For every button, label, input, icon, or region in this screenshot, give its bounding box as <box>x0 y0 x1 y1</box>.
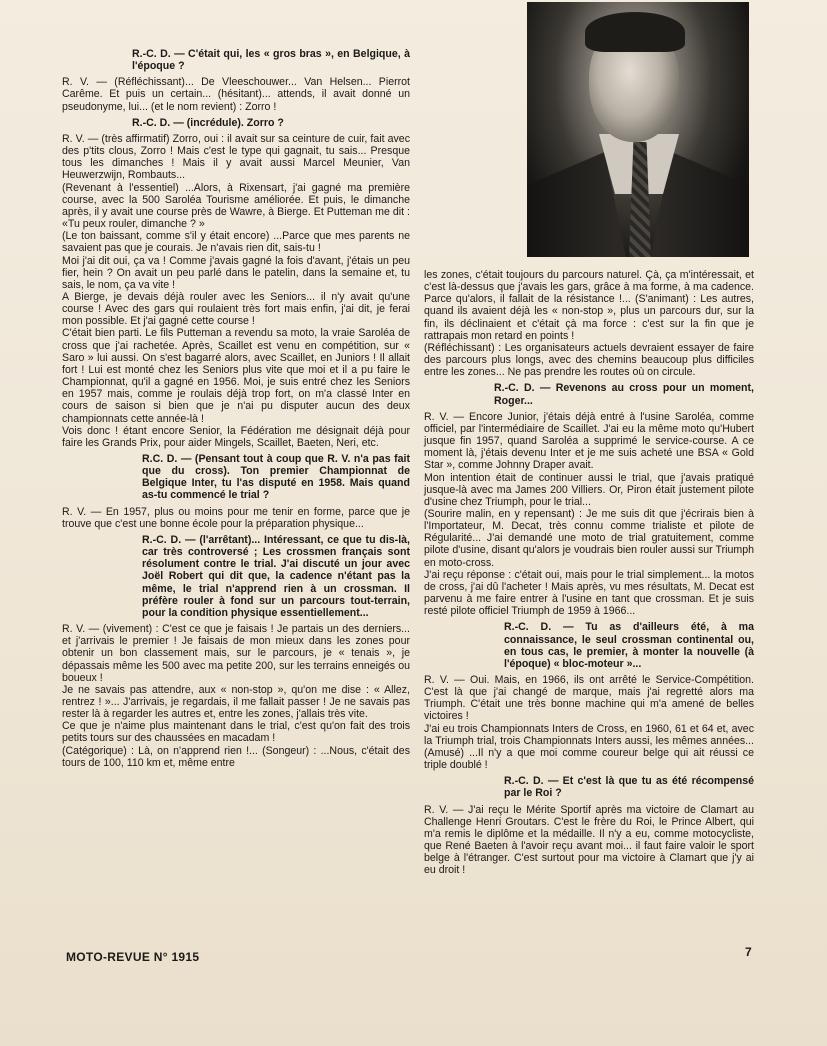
right-column <box>424 269 754 877</box>
interviewer-question: R.-C. D. — Revenons au cross pour un moment, Roger... <box>494 382 754 407</box>
answer-paragraph: J'ai reçu réponse : c'était oui, mais pour le trial simplement... la motos de cross, j'ai dû l'acheter ! Mais après, vu mes résultats, M. Decat est parvenu à me faire entrer à l'usine en tant que crossman. Et je suis resté pilote officiel Triumph de 1959 à 1966... <box>424 568 754 618</box>
interviewer-question: R.-C. D. — (l'arrêtant)... Intéressant, ce que tu dis-là, car très controversé ; Les crossmen français sont résolument contre le trial. J'ai discuté un jour avec Joël Robert qui dit que, la cadence n'étant pas la même, le trial n'apprend rien à un crossman. Il préfère rouler à fond sur un parcours tout-terrain, pour la condition physique essentiellement... <box>142 533 410 619</box>
answer-paragraph: R. V. — Oui. Mais, en 1966, ils ont arrêté le Service-Compétition. C'est là que j'ai changé de marque, mais j'ai regretté alors ma Triumph. C'était une très bonne machine qui m'a amené de belles victoires ! <box>424 674 754 723</box>
interviewer-question: R.-C. D. — (incrédule). Zorro ? <box>132 116 284 129</box>
answer-paragraph: Ce que je n'aime plus maintenant dans le trial, c'est qu'on fait des trois petits tours sur des chaussées en macadam ! <box>62 720 410 745</box>
answer-paragraph: (Réfléchissant) : Les organisateurs actuels devraient essayer de faire des parcours plus longs, avec des chemins beaucoup plus difficiles entre les zones... Ne pas prendre les routes où on circule. <box>424 341 754 379</box>
magazine-issue: MOTO-REVUE N° 1915 <box>66 950 200 964</box>
answer-paragraph: (Revenant à l'essentiel) ...Alors, à Rixensart, j'ai gagné ma première course, avec la 500 Saroléa Tourisme améliorée. Et puis, le dimanche après, il y avait une course près de Wawre, à Bierge. Et Putteman me dit : «Tu peux rouler, dimanche ? » <box>62 181 410 231</box>
answer-paragraph: R. V. — (très affirmatif) Zorro, oui : il avait sur sa ceinture de cuir, fait avec des p'tits clous, Zorro ! Mais c'est le type qui gagnait, tu sais... Presque tous les dimanches ! Mais il y avait aussi Marcel Meunier, Van Heuwerzwijn, Rombauts... <box>62 132 410 182</box>
answer-paragraph: C'était bien parti. Le fils Putteman a revendu sa moto, la vraie Saroléa de cross que j'ai rachetée. Après, Scaillet est venu en compétition, sur « Saro » lui aussi. On s'est bagarré alors, avec Scaillet, en Juniors ! Il allait fort ! Lui est monté chez les Seniors plus vite que moi et il a pu faire le Championnat, qu'il a gagné en 1956. Moi, je suis entré chez les Seniors en 1957 mais, comme je roulais déjà trop fort, on m'a classé Inter en cours de saison si bien que je n'ai pu disputer aucun des deux championnats cette année-là ! <box>62 327 410 425</box>
answer-paragraph: les zones, c'était toujours du parcours naturel. Çà, ça m'intéressait, et c'est là-dessus que j'avais les gars, grâce à ma forme, à ma cadence. Parce qu'alors, il fallait de la résistance !... (S'animant) : Les autres, quand ils avaient déjà les « non-stop », plus un parcours dur, sur la fin, ils déclinaient et c'était çà ma force : c'est sur la fin que je rattrapais mon retard en points ! <box>424 269 754 342</box>
answer-paragraph: R. V. — En 1957, plus ou moins pour me tenir en forme, parce que je trouve que c'est une bonne école pour la préparation physique... <box>62 505 410 530</box>
answer-paragraph: J'ai eu trois Championnats Inters de Cross, en 1960, 61 et 64 et, avec la Triumph trial, trois Championnats Inters aussi, les mêmes années... (Amusé) ...Il n'y a que moi comme coureur belge qui ait réussi ce triple doublé ! <box>424 722 754 772</box>
answer-paragraph: Moi j'ai dit oui, ça va ! Comme j'avais gagné la fois d'avant, j'étais un peu fier, hein ? On avait un peu parlé dans le patelin, dans la semaine et, tu sais, le nom, ça va vite ! <box>62 254 410 291</box>
answer-paragraph: R. V. — (vivement) : C'est ce que je faisais ! Je partais un des derniers... et j'arrivais le premier ! Je faisais de mon mieux dans les zones pour obtenir un bon classement mais, sur le parcours, je « tenais », je dépassais même les 500 avec ma petite 200, sur les terrains enneigés ou boueux ! <box>62 623 410 684</box>
answer-paragraph: R. V. — J'ai reçu le Mérite Sportif après ma victoire de Clamart au Challenge Henri Groutars. C'est le frère du Roi, le Prince Albert, qui m'a remis le diplôme et la médaille. Il n'y a eu, comme motocycliste, que René Baeten à l'avoir reçu avant moi... il faut faire valoir le sport belge à l'étranger. C'est surtout pour ma victoire à Clamart que j'y ai eu droit ! <box>424 803 754 877</box>
page-number: 7 <box>745 945 752 959</box>
interviewer-question: R.-C. D. — Et c'est là que tu as été récompensé par le Roi ? <box>504 775 754 800</box>
portrait-photo <box>527 2 749 257</box>
answer-paragraph: R. V. — (Réfléchissant)... De Vleeschouwer... Van Helsen... Pierrot Carême. Et puis un certain... (hésitant)... attends, il avait donné un pseudonyme, lui... (et le nom revient) : Zorro ! <box>62 76 410 113</box>
answer-paragraph: Mon intention était de continuer aussi le trial, que j'avais pratiqué jusque-là avec ma James 200 Villiers. Or, Piron était justement pilote d'usine chez Triumph, pour le trial... <box>424 471 754 508</box>
answer-paragraph: Je ne savais pas attendre, aux « non-stop », qu'on me dise : « Allez, rentrez ! »... J'arrivais, je regardais, il me fallait passer ! Je ne savais pas rester là à regarder les autres et, entre les zones, j'allais très vite. <box>62 683 410 721</box>
answer-paragraph: (Catégorique) : Là, on n'apprend rien !... (Songeur) : ...Nous, c'était des tours de 100, 110 km et, même entre <box>62 744 410 769</box>
interviewer-question: R.-C. D. — Tu as d'ailleurs été, à ma connaissance, le seul crossman continental ou, en tous cas, le premier, à monter la nouvelle (à l'époque) « bloc-moteur »... <box>504 621 754 670</box>
answer-paragraph: (Le ton baissant, comme s'il y était encore) ...Parce que mes parents ne savaient pas que je courais. Je n'avais rien dit, sais-tu ! <box>62 230 410 255</box>
answer-paragraph: (Sourire malin, en y repensant) : Je me suis dit que j'écrirais bien à l'Importateur, M. Decat, très connu comme trialiste et pilote de Régularité... J'ai demandé une moto de trial gratuitement, comme pilote d'usine, disant qu'alors je voudrais bien rouler aussi sur Triumph en moto-cross. <box>424 507 754 569</box>
answer-paragraph: Vois donc ! étant encore Senior, la Fédération me désignait déjà pour faire les Grands Prix, pour aider Mingels, Scaillet, Baeten, Neri, etc. <box>62 424 410 449</box>
left-column <box>62 44 410 769</box>
interviewer-question: R.C. D. — (Pensant tout à coup que R. V. n'a pas fait que du cross). Ton premier Championnat de Belgique Inter, tu l'as disputé en 1958. Mais quand as-tu commencé le trial ? <box>142 453 410 502</box>
answer-paragraph: A Bierge, je devais déjà rouler avec les Seniors... il n'y avait qu'une course ! Avec des gars qui roulaient très fort mais enfin, j'ai dit, je ferai mon possible. Et j'ai gagné cette course ! <box>62 290 410 328</box>
interviewer-question: R.-C. D. — C'était qui, les « gros bras », en Belgique, à l'époque ? <box>132 48 410 73</box>
answer-paragraph: R. V. — Encore Junior, j'étais déjà entré à l'usine Saroléa, comme officiel, par l'intermédiaire de Scaillet. J'ai eu la même moto qu'Hubert jusque fin 1957, quand Saroléa a supprimé le service-course. A ce moment là, j'étais devenu Inter et je me suis acheté une BSA « Gold Star », comme Johnny Draper avait. <box>424 410 754 472</box>
